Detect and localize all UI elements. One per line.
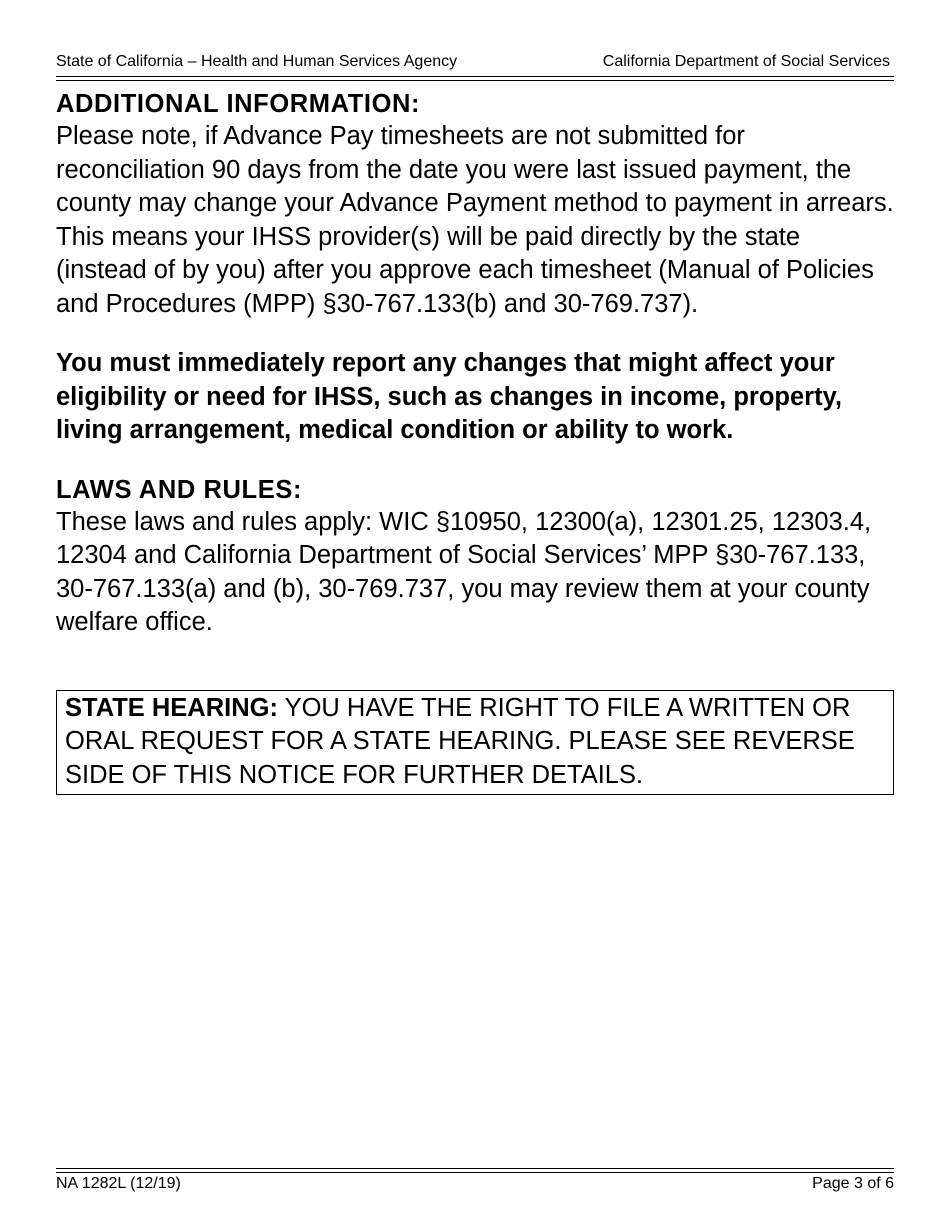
additional-information-section	[56, 88, 896, 321]
footer-rule	[56, 1168, 894, 1173]
header-department: California Department of Social Services	[602, 53, 890, 70]
additional-information-heading: ADDITIONAL INFORMATION:	[56, 90, 421, 118]
laws-and-rules-text: These laws and rules apply: WIC §10950, 12300(a), 12301.25, 12303.4, 12304 and California Department of Social Services’ MPP §30-767.133, 30-767.133(a) and (b), 30-769.737, you may review them at your county welfare office.	[56, 507, 872, 636]
header-agency: State of California – Health and Human Services Agency	[56, 53, 458, 70]
laws-and-rules-heading: LAWS AND RULES:	[56, 475, 303, 504]
state-hearing-text: YOU HAVE THE RIGHT TO FILE A WRITTEN OR ORAL REQUEST FOR A STATE HEARING. PLEASE SEE REVERSE SIDE OF THIS NOTICE FOR FURTHER DETAILS.	[65, 693, 855, 789]
page-header	[56, 52, 890, 72]
page-footer	[56, 1174, 894, 1194]
page-number: Page 3 of 6	[812, 1175, 894, 1192]
report-changes-notice: You must immediately report any changes that might affect your eligibility or need for IHSS, such as changes in income, property, living arrangement, medical condition or ability to work.	[56, 349, 842, 444]
state-hearing-box	[56, 690, 894, 796]
additional-information-text: Please note, if Advance Pay timesheets are not submitted for reconciliation 90 days from the date you were last issued payment, the county may change your Advance Payment method to payment in arrears. This means your IHSS provider(s) will be paid directly by the state (instead of by you) after you approve each timesheet (Manual of Policies and Procedures (MPP) §30-767.133(b) and 30-769.737).	[56, 122, 894, 318]
form-id: NA 1282L (12/19)	[56, 1175, 181, 1192]
header-rule	[56, 76, 894, 81]
laws-and-rules-section	[56, 474, 896, 640]
state-hearing-label: STATE HEARING:	[65, 693, 278, 722]
document-body	[56, 88, 896, 795]
